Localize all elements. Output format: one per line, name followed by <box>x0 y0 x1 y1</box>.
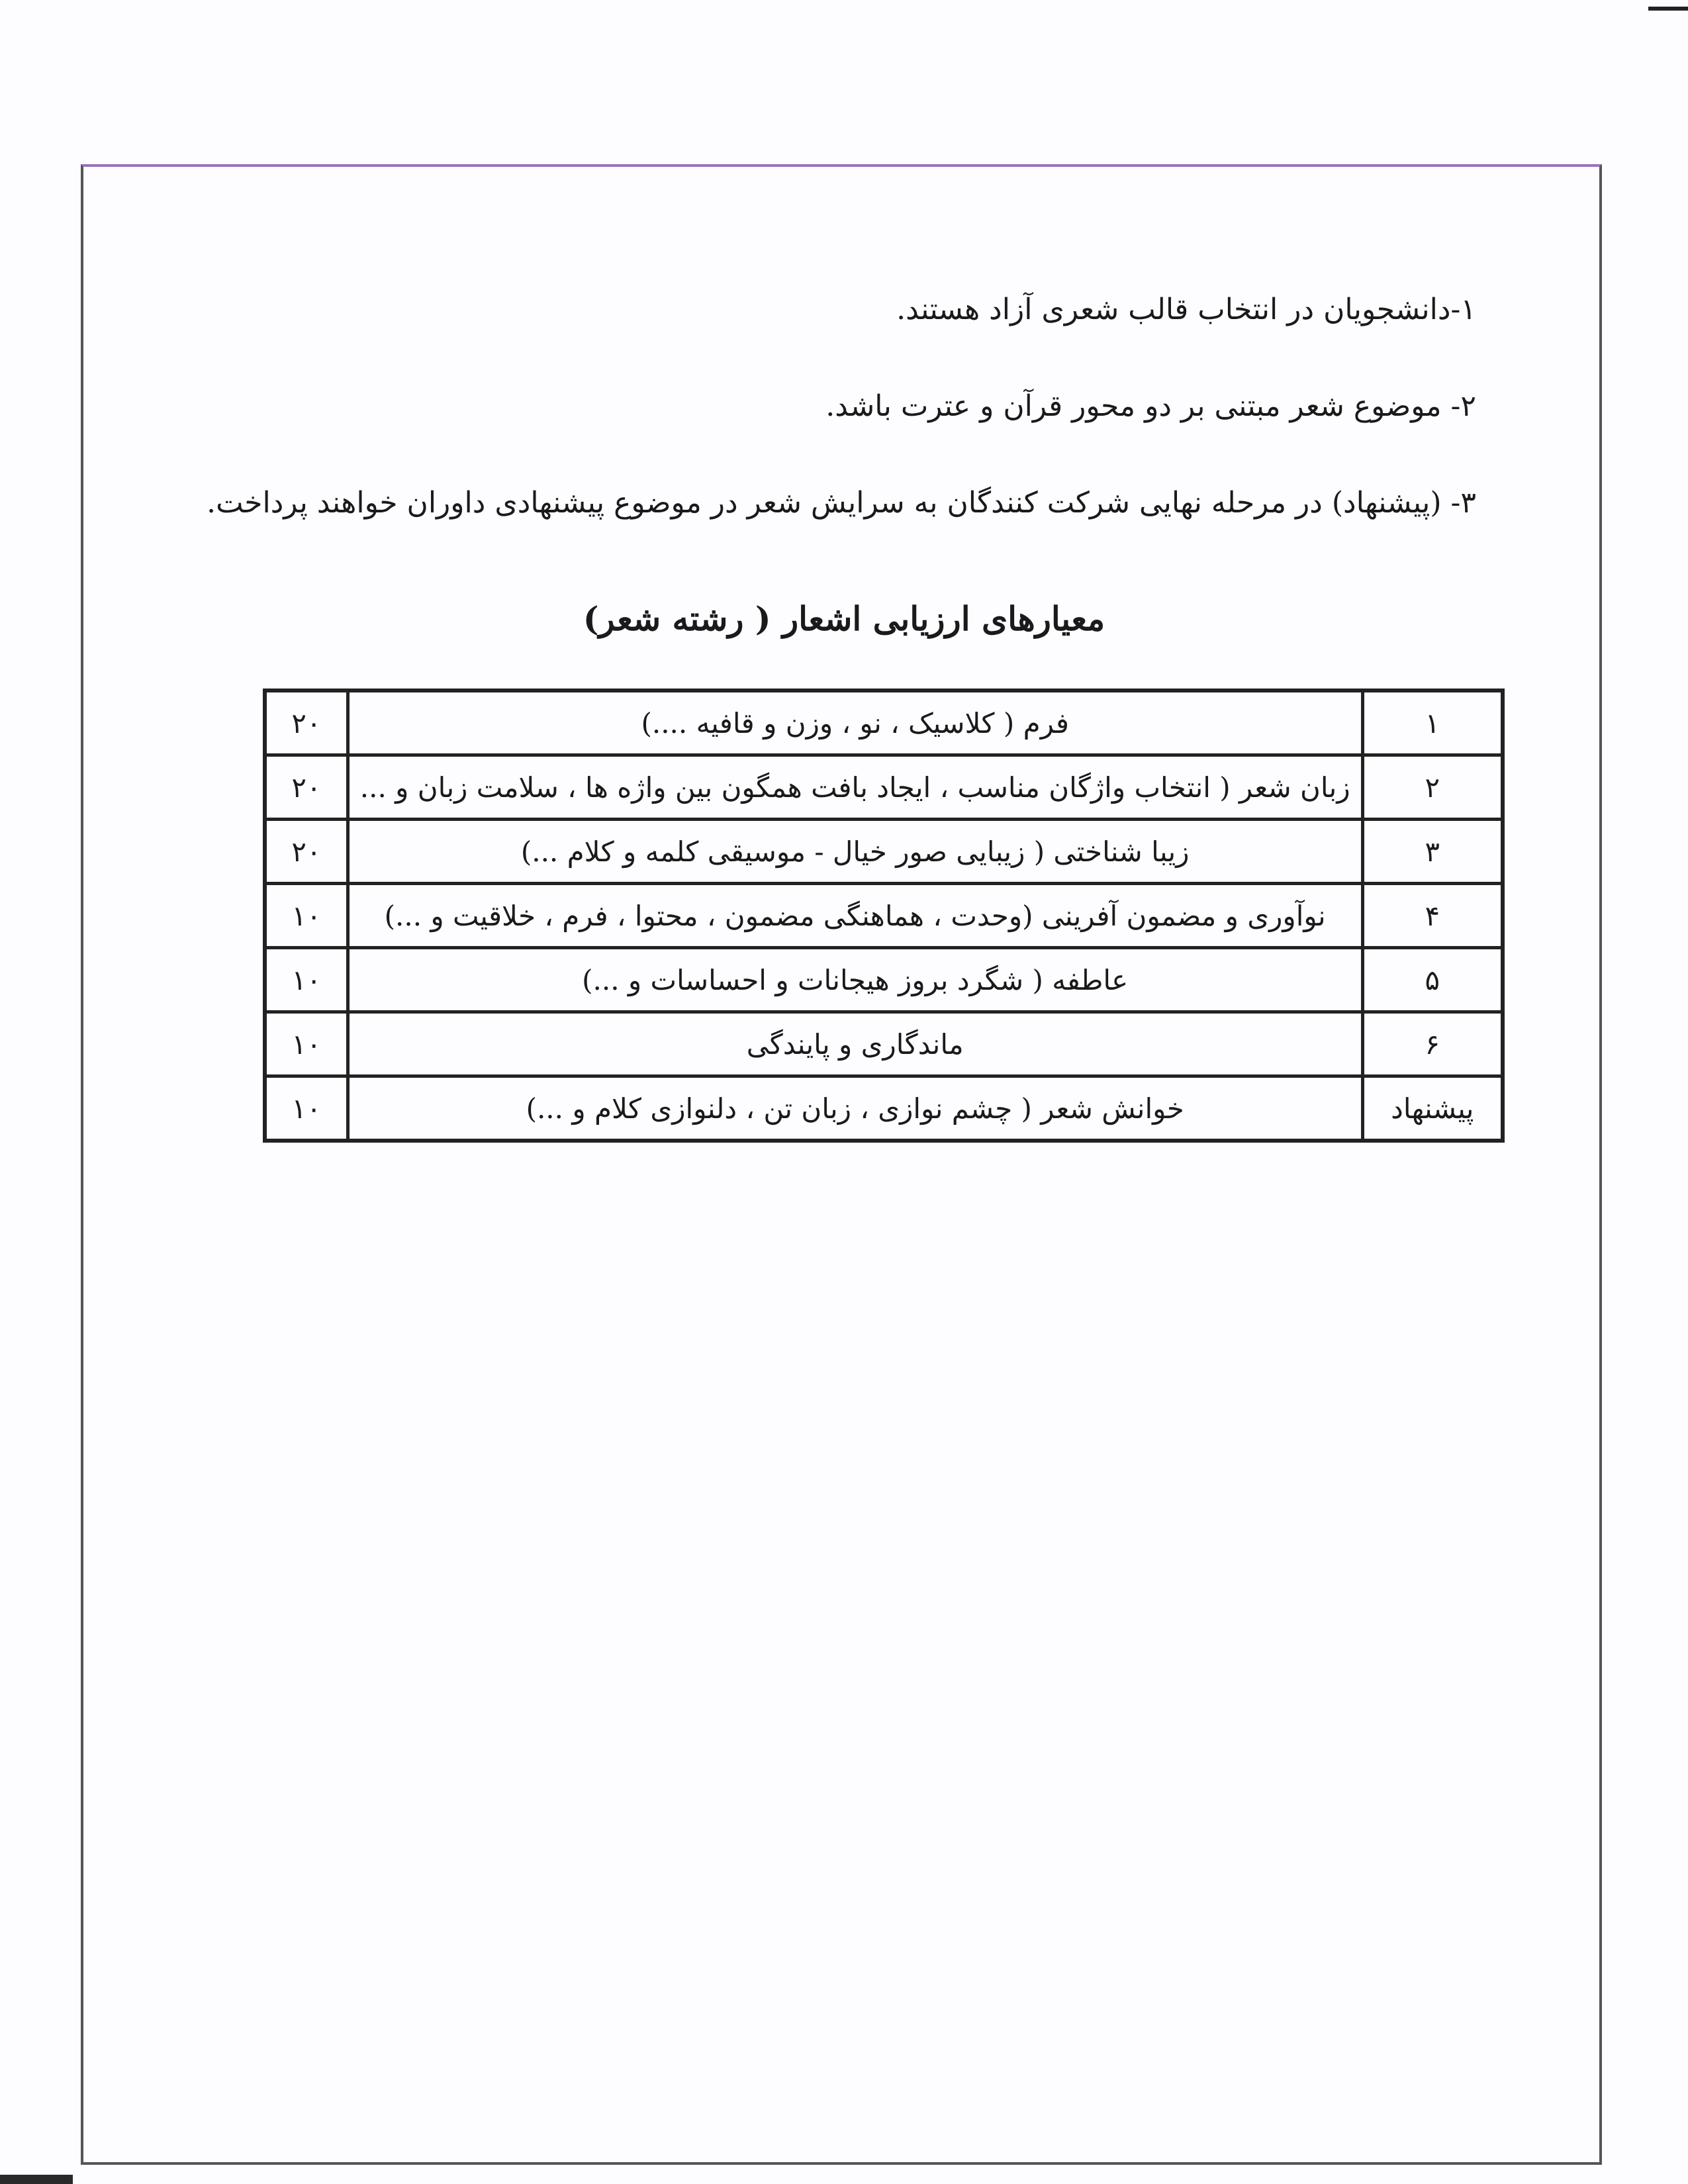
row-criterion: خوانش شعر ( چشم نوازی ، زبان تن ، دلنوازی کلام و ...) <box>348 1076 1362 1141</box>
row-number: پیشنهاد <box>1362 1076 1503 1141</box>
row-number: ۵ <box>1362 948 1503 1012</box>
scan-footer-mark <box>0 2175 73 2184</box>
rules-list <box>185 291 1476 581</box>
row-criterion: عاطفه ( شگرد بروز هیجانات و احساسات و ...) <box>348 948 1362 1012</box>
row-number: ۲ <box>1362 755 1503 820</box>
row-score: ۱۰ <box>265 1012 348 1076</box>
rule-item-3: ۳- (پیشنهاد) در مرحله نهایی شرکت کنندگان به سرایش شعر در موضوع پیشنهادی داوران خواهند پرداخت. <box>207 486 1476 520</box>
table-row <box>265 820 1503 884</box>
table-row <box>265 755 1503 820</box>
rule-item-2: ۲- موضوع شعر مبتنی بر دو محور قرآن و عترت باشد. <box>825 389 1476 423</box>
row-score: ۱۰ <box>265 948 348 1012</box>
row-criterion: زبان شعر ( انتخاب واژگان مناسب ، ایجاد بافت همگون بین واژه ها ، سلامت زبان و ... <box>348 755 1362 820</box>
row-score: ۲۰ <box>265 755 348 820</box>
row-number: ۴ <box>1362 884 1503 948</box>
row-score: ۲۰ <box>265 690 348 755</box>
criteria-table-title: معیارهای ارزیابی اشعار ( رشته شعر) <box>583 599 1105 638</box>
row-criterion: زیبا شناختی ( زیبایی صور خیال - موسیقی کلمه و کلام ...) <box>348 820 1362 884</box>
row-number: ۱ <box>1362 690 1503 755</box>
table-row <box>265 884 1503 948</box>
table-row <box>265 690 1503 755</box>
row-criterion: ماندگاری و پایندگی <box>348 1012 1362 1076</box>
scan-corner-mark <box>1648 7 1688 11</box>
row-number: ۶ <box>1362 1012 1503 1076</box>
table-row <box>265 1076 1503 1141</box>
row-score: ۱۰ <box>265 1076 348 1141</box>
rule-item-1: ۱-دانشجویان در انتخاب قالب شعری آزاد هستند. <box>896 293 1476 326</box>
table-row <box>265 1012 1503 1076</box>
row-criterion: فرم ( کلاسیک ، نو ، وزن و قافیه ....) <box>348 690 1362 755</box>
table-row <box>265 948 1503 1012</box>
row-score: ۱۰ <box>265 884 348 948</box>
criteria-table <box>263 688 1505 1143</box>
row-score: ۲۰ <box>265 820 348 884</box>
row-criterion: نوآوری و مضمون آفرینی (وحدت ، هماهنگی مضمون ، محتوا ، فرم ، خلاقیت و ...) <box>348 884 1362 948</box>
row-number: ۳ <box>1362 820 1503 884</box>
